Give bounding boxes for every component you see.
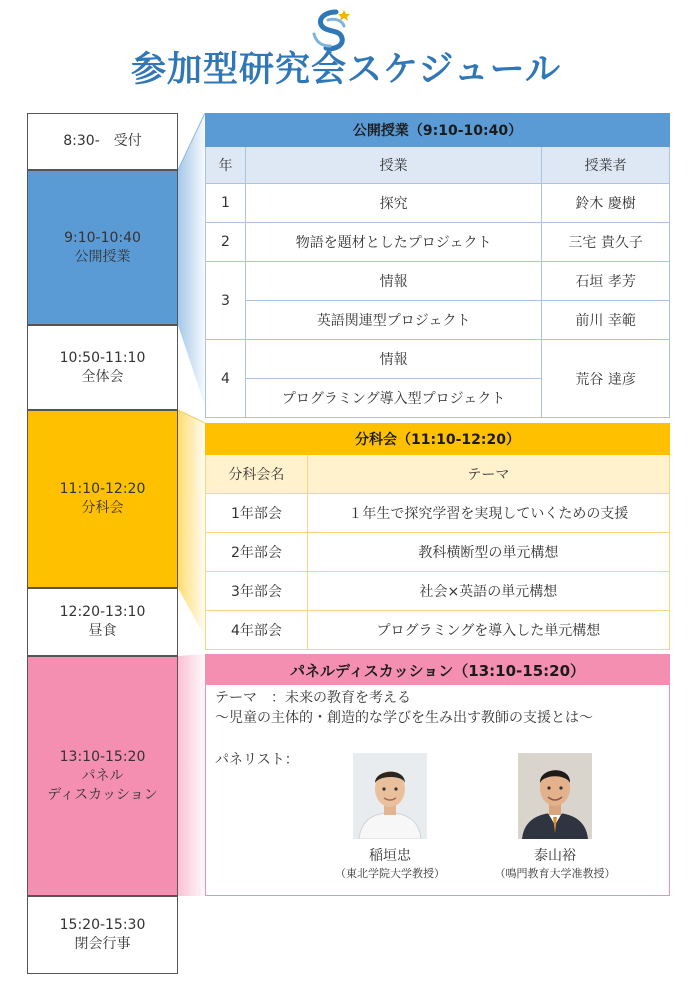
table-row — [206, 494, 670, 533]
panelists-label: パネリスト： — [215, 752, 299, 768]
timeline-label: パネル — [81, 767, 124, 784]
timeline-time: 13:10-15:20 — [59, 748, 146, 765]
timeline-lunch — [27, 588, 178, 656]
panelist-affiliation: （鳴門教育大学准教授） — [494, 867, 616, 880]
table-row — [206, 533, 670, 572]
timeline-open-class — [27, 170, 178, 325]
theme-cell: プログラミングを導入した単元構想 — [307, 611, 669, 650]
timeline-closing — [27, 896, 178, 974]
timeline-time: 15:20-15:30 — [59, 917, 146, 933]
panelist-photo — [353, 753, 427, 839]
timeline-plenary — [27, 325, 178, 410]
timeline-receptions — [27, 113, 178, 170]
connector-open-class — [178, 113, 205, 406]
panelist-affiliation: （東北学院大学教授） — [335, 867, 445, 880]
panel-theme: テーマ ：未来の教育を考える — [215, 690, 411, 706]
group-name-cell: 3年部会 — [206, 572, 308, 611]
open-class-header: 公開授業（9:10-10:40） — [206, 114, 670, 147]
theme-cell: 社会×英語の単元構想 — [307, 572, 669, 611]
breakout-table — [205, 423, 670, 650]
group-name-cell: 2年部会 — [206, 533, 308, 572]
column-header: 分科会名 — [206, 455, 308, 494]
timeline-label: 分科会 — [81, 500, 124, 516]
grade-cell: 3 — [206, 262, 246, 340]
teacher-cell: 荒谷 達彦 — [542, 340, 670, 418]
grade-cell: 4 — [206, 340, 246, 418]
panel-header: パネルディスカッション（13:10-15:20） — [206, 655, 669, 685]
timeline-breakout — [27, 410, 178, 588]
open-class-table — [205, 113, 670, 418]
lesson-cell: 探究 — [245, 184, 541, 223]
lesson-cell: 情報 — [245, 262, 541, 301]
grade-cell: 2 — [206, 223, 246, 262]
timeline-label: 公開授業 — [74, 248, 131, 265]
panel-discussion-box — [205, 654, 670, 896]
table-row — [206, 184, 670, 223]
page-title: 参加型研究会スケジュール — [131, 50, 561, 90]
table-row — [206, 301, 670, 340]
timeline-label: 閉会行事 — [74, 936, 131, 952]
table-row — [206, 223, 670, 262]
group-name-cell: 4年部会 — [206, 611, 308, 650]
column-header: 授業 — [245, 147, 541, 184]
timeline-label: 全体会 — [81, 368, 124, 385]
teacher-cell: 鈴木 慶樹 — [542, 184, 670, 223]
panelist-name: 稲垣忠 — [369, 848, 411, 864]
theme-cell: １年生で探究学習を実現していくための支援 — [307, 494, 669, 533]
table-row — [206, 611, 670, 650]
timeline-time: 9:10-10:40 — [64, 229, 141, 246]
timeline-label: 8:30- 受付 — [63, 133, 142, 149]
breakout-header: 分科会（11:10-12:20） — [206, 424, 670, 455]
lesson-cell: 英語関連型プロジェクト — [245, 301, 541, 340]
group-name-cell: 1年部会 — [206, 494, 308, 533]
teacher-cell: 三宅 貴久子 — [542, 223, 670, 262]
timeline-time: 11:10-12:20 — [59, 481, 146, 497]
teacher-cell: 前川 幸範 — [542, 301, 670, 340]
connector-breakout — [178, 410, 205, 637]
panelist-photo — [518, 753, 592, 839]
lesson-cell: プログラミング導入型プロジェクト — [245, 379, 541, 418]
connector-panel — [178, 654, 205, 896]
column-header: 年 — [206, 147, 246, 184]
column-header: 授業者 — [542, 147, 670, 184]
table-row — [206, 262, 670, 301]
table-row — [206, 340, 670, 379]
lesson-cell: 物語を題材としたプロジェクト — [245, 223, 541, 262]
column-header: テーマ — [307, 455, 669, 494]
lesson-cell: 情報 — [245, 340, 541, 379]
timeline-label: ディスカッション — [47, 786, 158, 803]
timeline-panel — [27, 656, 178, 896]
grade-cell: 1 — [206, 184, 246, 223]
table-row — [206, 572, 670, 611]
panelist-name: 泰山裕 — [534, 848, 576, 864]
teacher-cell: 石垣 孝芳 — [542, 262, 670, 301]
theme-cell: 教科横断型の単元構想 — [307, 533, 669, 572]
timeline-label: 昼食 — [88, 623, 117, 639]
panel-subtitle: ～児童の主体的・創造的な学びを生み出す教師の支援とは～ — [215, 710, 593, 726]
timeline-time: 12:20-13:10 — [59, 604, 146, 620]
timeline-time: 10:50-11:10 — [59, 349, 146, 366]
